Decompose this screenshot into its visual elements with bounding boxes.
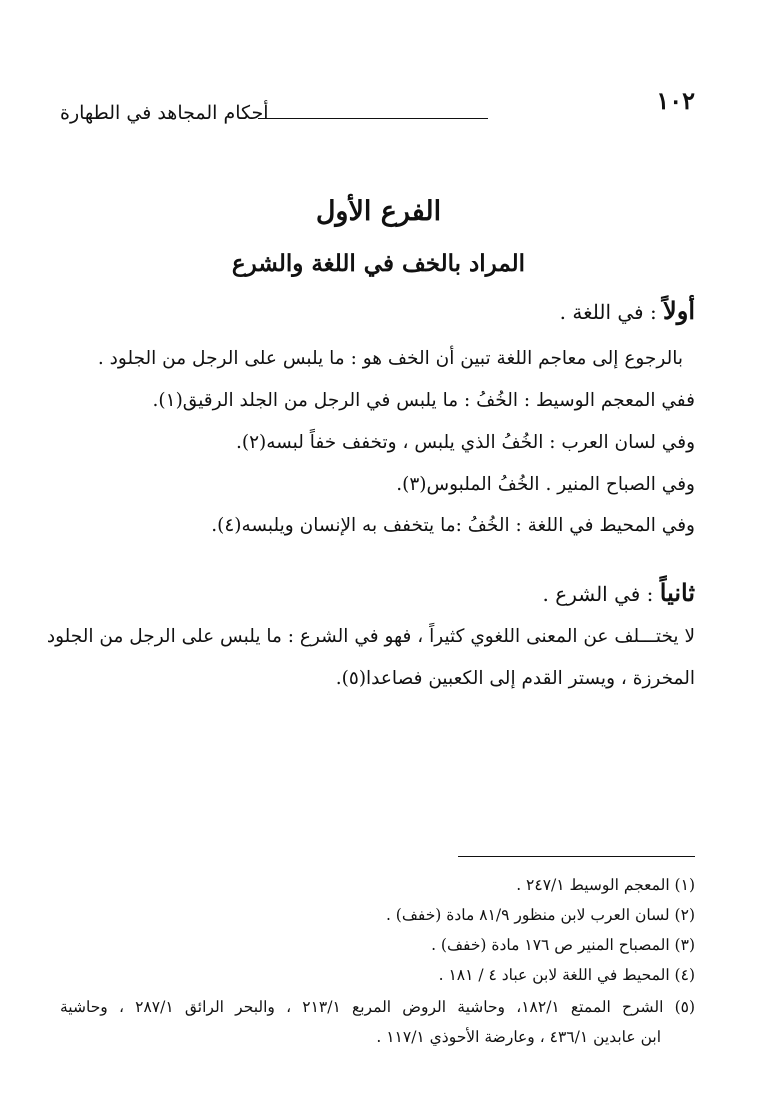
paragraph-line: ففي المعجم الوسيط : الخُفُ : ما يلبس في الرجل من الجلد الرقيق(١). (152, 390, 695, 411)
section-heading-text: : في اللغة . (559, 300, 657, 324)
paragraph-line: لا يختـــلف عن المعنى اللغوي كثيراً ، فهو في الشرع : ما يلبس على الرجل من الجلود (46, 626, 695, 647)
chapter-title: الفرع الأول (315, 196, 442, 227)
section-heading-sharia (543, 578, 695, 607)
header-rule (258, 118, 488, 119)
section-label: ثانياً (659, 578, 695, 607)
footnote: (٤) المحيط في اللغة لابن عباد ٤ / ١٨١ . (438, 966, 695, 984)
book-title: أحكام المجاهد في الطهارة (60, 102, 269, 124)
footnote: (٣) المصباح المنير ص ١٧٦ مادة (خفف) . (431, 936, 695, 954)
footnote-continuation: ابن عابدين ٤٣٦/١ ، وعارضة الأحوذي ١١٧/١ . (376, 1028, 661, 1046)
paragraph-line: وفي الصباح المنير . الخُفُ الملبوس(٣). (396, 474, 695, 495)
paragraph-line: وفي لسان العرب : الخُفُ الذي يلبس ، وتخفف خفاً لبسه(٢). (235, 432, 695, 453)
paragraph-line: وفي المحيط في اللغة : الخُفُ :ما يتخفف به الإنسان ويلبسه(٤). (211, 515, 695, 536)
section-heading-language (560, 296, 695, 325)
running-header (60, 86, 695, 126)
section-label: أولاً (663, 296, 695, 325)
paragraph-line: المخرزة ، ويستر القدم إلى الكعبين فصاعدا(٥). (335, 668, 695, 689)
footnote: (٥) الشرح الممتع ١٨٢/١، وحاشية الروض المربع ٢١٣/١ ، والبحر الرائق ٢٨٧/١ ، وحاشية (60, 998, 696, 1016)
chapter-subtitle: المراد بالخف في اللغة والشرع (231, 250, 526, 277)
footnote: (١) المعجم الوسيط ٢٤٧/١ . (516, 876, 695, 894)
section-heading-text: : في الشرع . (542, 582, 654, 606)
footnote-rule (458, 856, 695, 857)
paragraph-line: بالرجوع إلى معاجم اللغة تبين أن الخف هو : ما يلبس على الرجل من الجلود . (97, 348, 683, 369)
page-number: ١٠٢ (656, 86, 695, 115)
footnote: (٢) لسان العرب لابن منظور ٨١/٩ مادة (خفف) . (385, 906, 695, 924)
